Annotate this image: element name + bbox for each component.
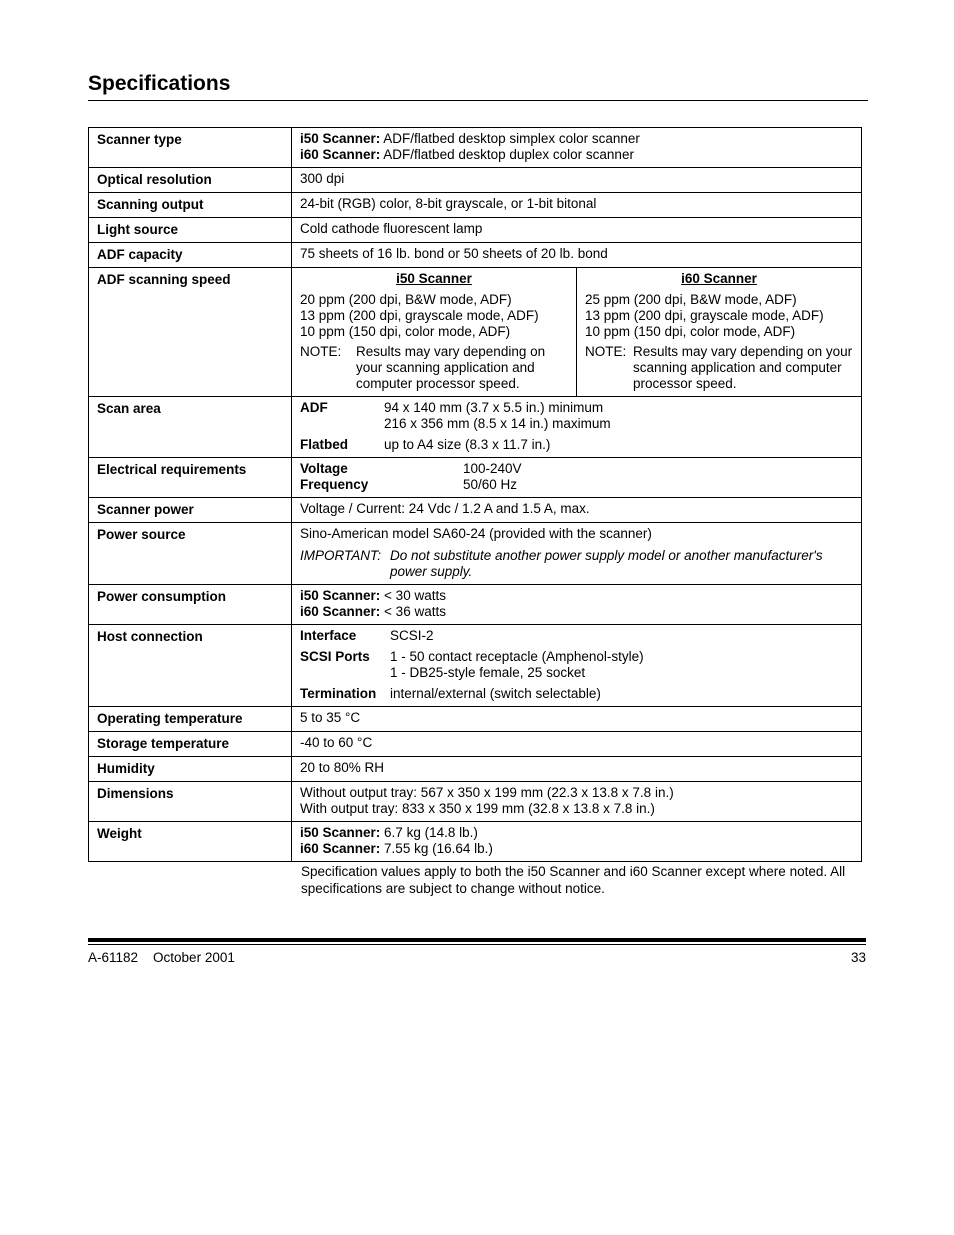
row-value: 20 to 80% RH bbox=[292, 757, 862, 782]
note-label: NOTE: bbox=[300, 344, 342, 359]
table-row bbox=[89, 757, 862, 782]
row-value: 300 dpi bbox=[292, 168, 862, 193]
i50-speed-column bbox=[292, 268, 576, 396]
speed-line: 13 ppm (200 dpi, grayscale mode, ADF) bbox=[585, 308, 824, 323]
row-label: Weight bbox=[89, 822, 292, 862]
important-label: IMPORTANT: bbox=[300, 548, 381, 563]
row-label: Electrical requirements bbox=[89, 458, 292, 498]
row-value: Cold cathode fluorescent lamp bbox=[292, 218, 862, 243]
row-label: Power consumption bbox=[89, 585, 292, 625]
column-heading: i50 Scanner bbox=[396, 271, 472, 286]
host-key: SCSI Ports bbox=[300, 649, 370, 664]
scan-area-key: Flatbed bbox=[300, 437, 349, 452]
row-value bbox=[292, 397, 862, 458]
speed-line: 20 ppm (200 dpi, B&W mode, ADF) bbox=[300, 292, 512, 307]
row-label: ADF capacity bbox=[89, 243, 292, 268]
host-value: SCSI-2 bbox=[390, 628, 434, 643]
table-row bbox=[89, 458, 862, 498]
important-note bbox=[300, 548, 853, 580]
footer-rule-thin bbox=[88, 944, 866, 945]
row-label: Host connection bbox=[89, 625, 292, 707]
row-label: Operating temperature bbox=[89, 707, 292, 732]
title-rule bbox=[88, 100, 868, 101]
scan-area-key: ADF bbox=[300, 400, 328, 415]
row-label: Scanner type bbox=[89, 128, 292, 168]
dimensions-value: With output tray: 833 x 350 x 199 mm (32.8 x 13.8 x 7.8 in.) bbox=[300, 801, 655, 816]
model-label: i60 Scanner: bbox=[300, 841, 381, 856]
model-label: i50 Scanner: bbox=[300, 588, 381, 603]
table-row bbox=[89, 523, 862, 585]
page-number: 33 bbox=[850, 950, 866, 965]
row-value: Voltage / Current: 24 Vdc / 1.2 A and 1.5 A, max. bbox=[292, 498, 862, 523]
host-value: 1 - 50 contact receptacle (Amphenol-style) bbox=[390, 649, 644, 664]
scan-area-value: 216 x 356 mm (8.5 x 14 in.) maximum bbox=[384, 416, 611, 431]
row-label: Optical resolution bbox=[89, 168, 292, 193]
table-row bbox=[89, 268, 862, 397]
model-value: < 30 watts bbox=[380, 588, 446, 603]
table-row bbox=[89, 243, 862, 268]
row-label: Scanning output bbox=[89, 193, 292, 218]
table-row bbox=[89, 168, 862, 193]
scan-area-value: 94 x 140 mm (3.7 x 5.5 in.) minimum bbox=[384, 400, 604, 415]
model-value: ADF/flatbed desktop duplex color scanner bbox=[380, 147, 634, 162]
speed-line: 13 ppm (200 dpi, grayscale mode, ADF) bbox=[300, 308, 539, 323]
column-heading: i60 Scanner bbox=[681, 271, 757, 286]
i60-speed-column bbox=[576, 268, 861, 396]
row-label: Scan area bbox=[89, 397, 292, 458]
electrical-value: 50/60 Hz bbox=[463, 477, 518, 492]
table-row bbox=[89, 822, 862, 862]
row-value: -40 to 60 °C bbox=[292, 732, 862, 757]
host-value: internal/external (switch selectable) bbox=[390, 686, 601, 701]
model-label: i50 Scanner: bbox=[300, 131, 381, 146]
row-value bbox=[292, 822, 862, 862]
host-key: Interface bbox=[300, 628, 357, 643]
row-label: Light source bbox=[89, 218, 292, 243]
row-value: 75 sheets of 16 lb. bond or 50 sheets of 20 lb. bond bbox=[292, 243, 862, 268]
electrical-key: Voltage bbox=[300, 461, 348, 476]
row-value bbox=[292, 268, 862, 397]
row-label: Scanner power bbox=[89, 498, 292, 523]
row-value bbox=[292, 458, 862, 498]
note-text: Results may vary depending on your scanning application and computer processor speed. bbox=[633, 344, 853, 391]
power-source-value: Sino-American model SA60-24 (provided with the scanner) bbox=[300, 526, 652, 541]
model-label: i50 Scanner: bbox=[300, 825, 381, 840]
electrical-key: Frequency bbox=[300, 477, 369, 492]
speed-line: 25 ppm (200 dpi, B&W mode, ADF) bbox=[585, 292, 797, 307]
table-row bbox=[89, 193, 862, 218]
row-value bbox=[292, 585, 862, 625]
row-label: Dimensions bbox=[89, 782, 292, 822]
page-title: Specifications bbox=[88, 72, 231, 95]
note-label: NOTE: bbox=[585, 344, 627, 359]
table-row bbox=[89, 128, 862, 168]
speed-line: 10 ppm (150 dpi, color mode, ADF) bbox=[585, 324, 796, 339]
table-row bbox=[89, 218, 862, 243]
speed-note bbox=[300, 344, 568, 392]
important-text: Do not substitute another power supply model or another manufacturer's power supply. bbox=[390, 548, 823, 579]
model-label: i60 Scanner: bbox=[300, 604, 381, 619]
host-key: Termination bbox=[300, 686, 377, 701]
model-value: ADF/flatbed desktop simplex color scanner bbox=[380, 131, 640, 146]
model-label: i60 Scanner: bbox=[300, 147, 381, 162]
table-row bbox=[89, 732, 862, 757]
row-value: 5 to 35 °C bbox=[292, 707, 862, 732]
table-row bbox=[89, 585, 862, 625]
speed-line: 10 ppm (150 dpi, color mode, ADF) bbox=[300, 324, 511, 339]
document-id: A-61182 October 2001 bbox=[88, 950, 235, 965]
model-value: < 36 watts bbox=[380, 604, 446, 619]
table-row bbox=[89, 498, 862, 523]
row-value bbox=[292, 523, 862, 585]
table-row bbox=[89, 782, 862, 822]
host-value: 1 - DB25-style female, 25 socket bbox=[390, 665, 586, 680]
row-label: ADF scanning speed bbox=[89, 268, 292, 397]
table-row bbox=[89, 625, 862, 707]
electrical-value: 100-240V bbox=[463, 461, 522, 476]
row-value bbox=[292, 782, 862, 822]
scan-area-value: up to A4 size (8.3 x 11.7 in.) bbox=[384, 437, 551, 452]
table-row bbox=[89, 707, 862, 732]
table-row bbox=[89, 397, 862, 458]
row-label: Power source bbox=[89, 523, 292, 585]
dimensions-value: Without output tray: 567 x 350 x 199 mm (22.3 x 13.8 x 7.8 in.) bbox=[300, 785, 674, 800]
row-value: 24-bit (RGB) color, 8-bit grayscale, or 1-bit bitonal bbox=[292, 193, 862, 218]
row-label: Storage temperature bbox=[89, 732, 292, 757]
model-value: 6.7 kg (14.8 lb.) bbox=[380, 825, 478, 840]
model-value: 7.55 kg (16.64 lb.) bbox=[380, 841, 493, 856]
footer-rule bbox=[88, 938, 866, 942]
note-text: Results may vary depending on your scanning application and computer processor speed. bbox=[356, 344, 546, 391]
row-value bbox=[292, 625, 862, 707]
speed-note bbox=[585, 344, 853, 392]
spec-table bbox=[88, 127, 862, 862]
row-label: Humidity bbox=[89, 757, 292, 782]
specification-footnote: Specification values apply to both the i50 Scanner and i60 Scanner except where noted. All specifications are subject to change without notice. bbox=[301, 864, 846, 896]
row-value bbox=[292, 128, 862, 168]
